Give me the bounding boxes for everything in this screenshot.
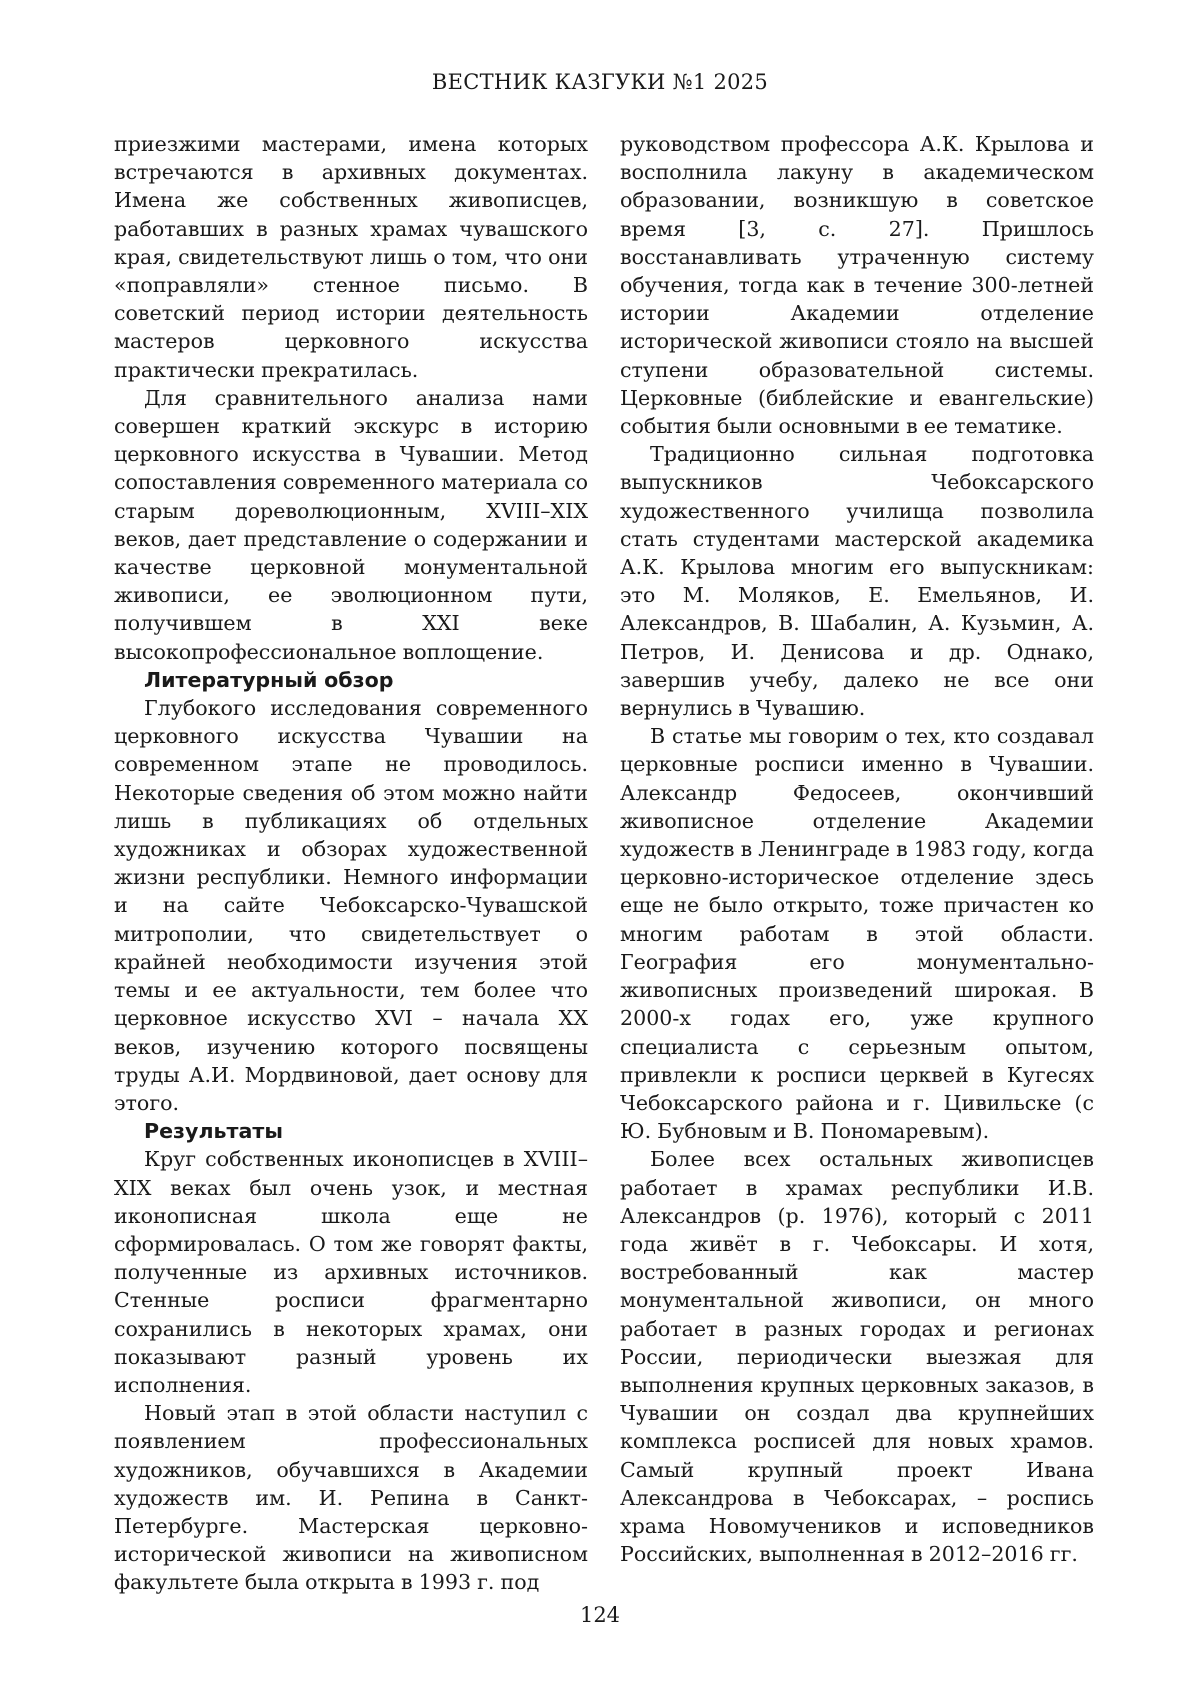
right-paragraph-3: В статье мы говорим о тех, кто создавал церковные росписи именно в Чувашии. Александр Федосеев, окончивший живописное отделение Академии художеств в Ленинграде в 1983 году, когда церковно-историческое отделение здесь еще не было открыто, тоже причастен ко многим работам в этой области. География его монументально-живописных произведений широкая. В 2000-х годах его, уже крупного специалиста с серьезным опытом, привлекли к росписи церквей в Кугесях Чебоксарского района и г. Цивильске (с Ю. Бубновым и В. Пономаревым).	[620, 724, 1094, 1144]
left-paragraph-3: Глубокого исследования современного церковного искусства Чувашии на современном этапе не проводилось. Некоторые сведения об этом можно найти лишь в публикациях об отдельных художниках и обзорах художественной жизни республики. Немного информации и на сайте Чебоксарско-Чувашской митрополии, что свидетельствует о крайней необходимости изучения этой темы и ее актуальности, тем более что церковное искусство XVI – начала XX веков, изучению которого посвящены труды А.И. Мордвиновой, дает основу для этого.	[114, 696, 588, 1115]
section-heading-literature-review: Литературный обзор	[144, 667, 394, 692]
page-number: 124	[579, 1603, 621, 1627]
left-paragraph-1: приезжими мастерами, имена которых встречаются в архивных документах. Имена же собственных живописцев, работавших в разных храмах чувашского края, свидетельствуют лишь о том, что они «поправляли» стенное письмо. В советский период истории деятельность мастеров церковного искусства практически прекратилась.	[114, 132, 588, 382]
right-paragraph-4: Более всех остальных живописцев работает в храмах республики И.В. Александров (р. 1976), который с 2011 года живёт в г. Чебоксары. И хотя, востребованный как мастер монументальной живописи, он много работает в разных городах и регионах России, периодически выезжая для выполнения крупных церковных заказов, в Чувашии он создал два крупнейших комплекса росписей для новых храмов. Самый крупный проект Ивана Александрова в Чебоксарах, – роспись храма Новомучеников и исповедников Российских, выполненная в 2012–2016 гг.	[620, 1147, 1094, 1567]
section-heading-results: Результаты	[144, 1119, 283, 1144]
left-paragraph-4: Круг собственных иконописцев в XVIII–XIX веках был очень узок, и местная иконописная школа еще не сформировалась. О том же говорят факты, полученные из архивных источников. Стенные росписи фрагментарно сохранились в некоторых храмах, они показывают разный уровень их исполнения.	[114, 1147, 588, 1397]
left-column	[114, 130, 588, 1597]
right-column	[620, 130, 1094, 1568]
running-header: ВЕСТНИК КАЗГУКИ №1 2025	[431, 70, 769, 94]
left-paragraph-5: Новый этап в этой области наступил с появлением профессиональных художников, обучавшихся в Академии художеств им. И. Репина в Санкт-Петербурге. Мастерская церковно-исторической живописи на живописном факультете была открыта в 1993 г. под	[114, 1401, 588, 1595]
right-paragraph-2: Традиционно сильная подготовка выпускников Чебоксарского художественного училища позволила стать студентами мастерской академика А.К. Крылова многим его выпускникам: это М. Моляков, Е. Емельянов, И. Александров, В. Шабалин, А. Кузьмин, А. Петров, И. Денисова и др. Однако, завершив учебу, далеко не все они вернулись в Чувашию.	[620, 442, 1094, 721]
right-paragraph-1: руководством профессора А.К. Крылова и восполнила лакуну в академическом образовании, возникшую в советское время [3, с. 27]. Пришлось восстанавливать утраченную систему обучения, тогда как в течение 300-летней истории Академии отделение исторической живописи стояло на высшей ступени образовательной системы. Церковные (библейские и евангельские) события были основными в ее тематике.	[620, 132, 1094, 439]
left-paragraph-2: Для сравнительного анализа нами совершен краткий экскурс в историю церковного искусства в Чувашии. Метод сопоставления современного материала со старым дореволюционным, XVIII–XIX веков, дает представление о содержании и качестве церковной монументальной живописи, ее эволюционном пути, получившем в XXI веке высокопрофессиональное воплощение.	[114, 385, 588, 664]
